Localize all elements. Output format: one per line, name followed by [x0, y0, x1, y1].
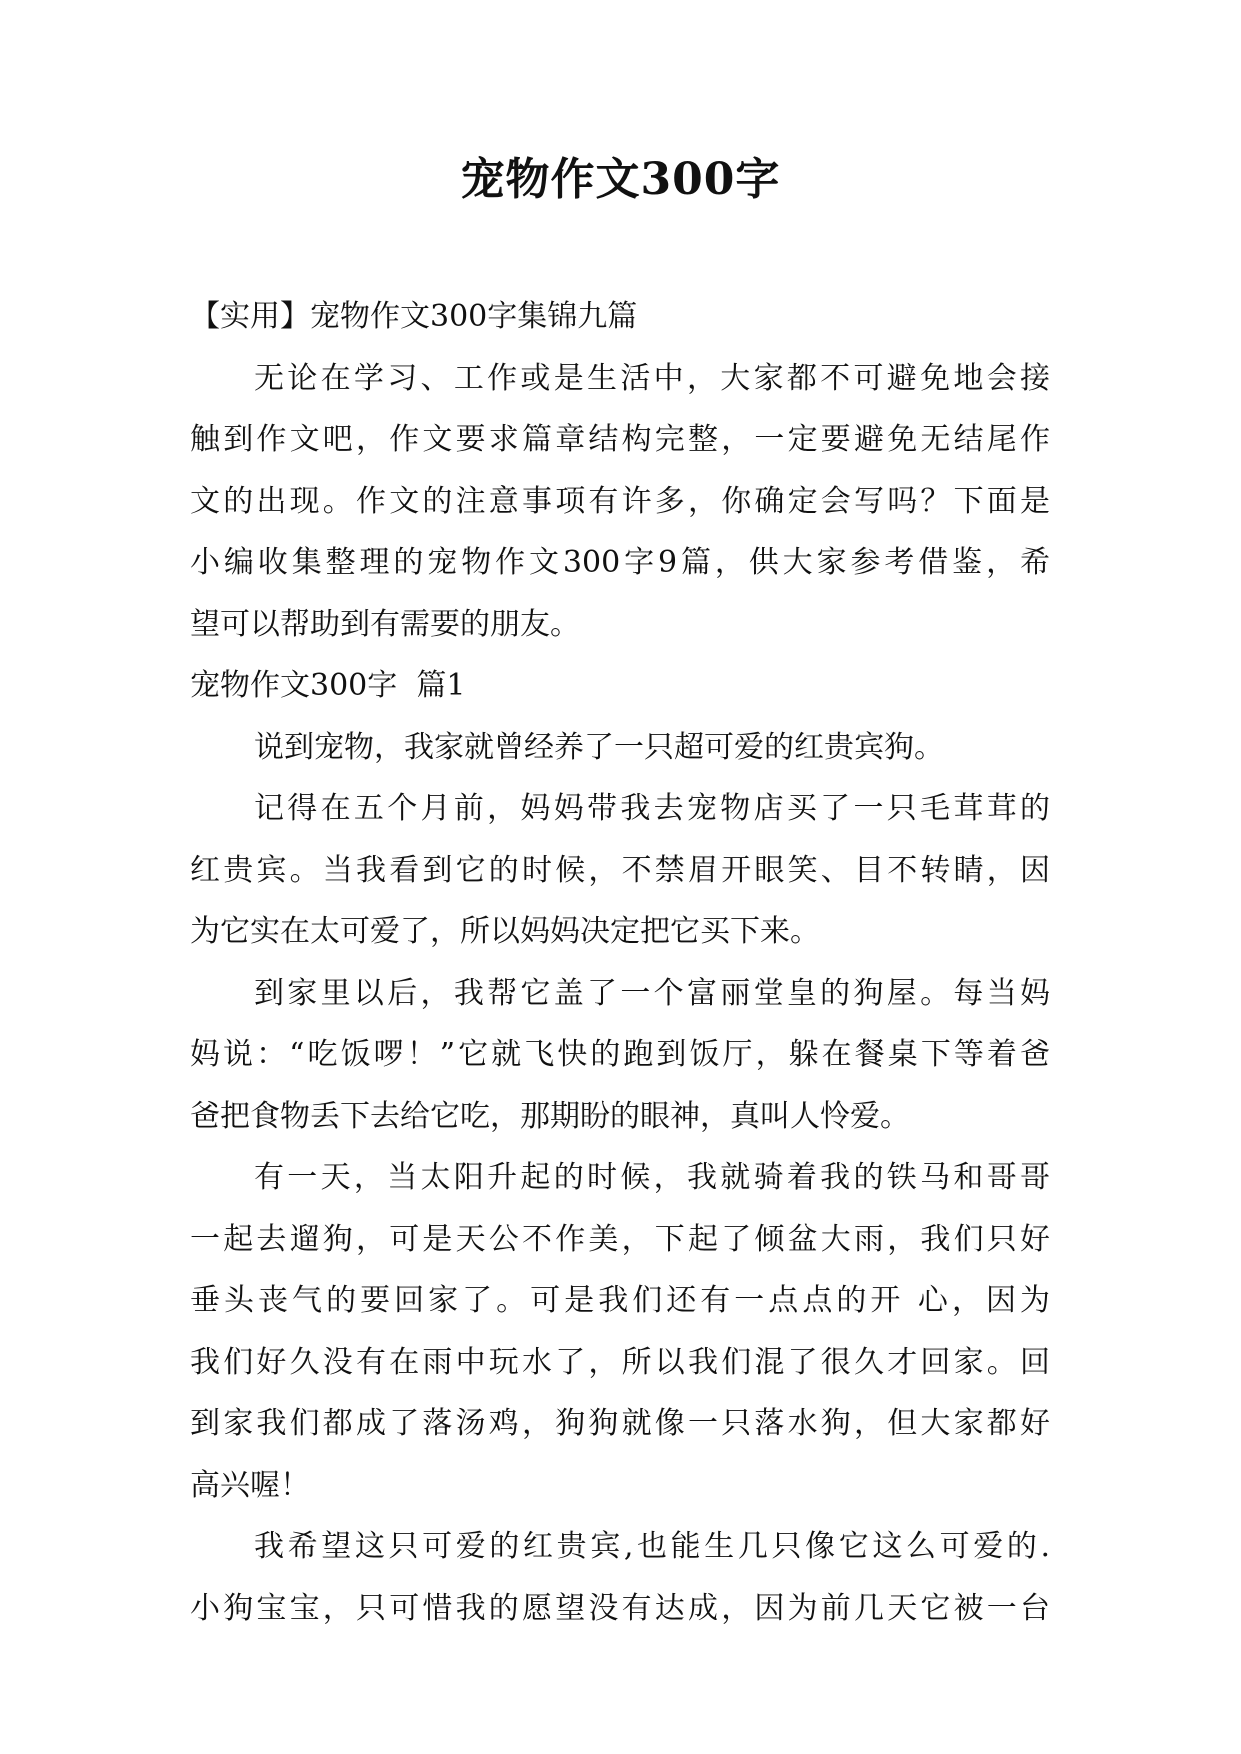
paragraph-line: 我希望这只可爱的红贵宾,也能生几只像它这么可爱的. — [254, 1529, 1050, 1564]
intro-line: 触到作文吧，作文要求篇章结构完整，一定要避免无结尾作 — [190, 422, 1050, 457]
document-subtitle: 【实用】宠物作文300字集锦九篇 — [190, 299, 638, 334]
section-heading: 宠物作文300字 篇1 — [190, 668, 466, 703]
paragraph-line: 说到宠物，我家就曾经养了一只超可爱的红贵宾狗。 — [254, 729, 944, 765]
intro-line: 小编收集整理的宠物作文300字9篇，供大家参考借鉴，希 — [190, 545, 1050, 580]
intro-line: 无论在学习、工作或是生活中，大家都不可避免地会接 — [254, 360, 1050, 396]
paragraph-line: 一起去遛狗，可是天公不作美，下起了倾盆大雨，我们只好 — [190, 1221, 1050, 1257]
document-title: 宠物作文300字 — [460, 154, 781, 205]
paragraph-line: 垂头丧气的要回家了。可是我们还有一点点的开 心，因为 — [190, 1283, 1050, 1318]
intro-line: 文的出现。作文的注意事项有许多，你确定会写吗？下面是 — [190, 483, 1050, 519]
paragraph-line: 我们好久没有在雨中玩水了，所以我们混了很久才回家。回 — [190, 1344, 1050, 1380]
paragraph-line: 红贵宾。当我看到它的时候，不禁眉开眼笑、目不转睛，因 — [190, 852, 1050, 888]
paragraph-line: 小狗宝宝，只可惜我的愿望没有达成，因为前几天它被一台 — [190, 1590, 1050, 1626]
paragraph-line: 高兴喔！ — [190, 1467, 310, 1503]
paragraph-line: 妈说：“吃饭啰！”它就飞快的跑到饭厅，躲在餐桌下等着爸 — [190, 1037, 1050, 1072]
paragraph-line: 为它实在太可爱了，所以妈妈决定把它买下来。 — [190, 914, 820, 949]
intro-line: 望可以帮助到有需要的朋友。 — [190, 606, 580, 642]
paragraph-line: 到家我们都成了落汤鸡，狗狗就像一只落水狗，但大家都好 — [190, 1406, 1050, 1441]
paragraph-line: 到家里以后，我帮它盖了一个富丽堂皇的狗屋。每当妈 — [254, 975, 1050, 1011]
paragraph-line: 有一天，当太阳升起的时候，我就骑着我的铁马和哥哥 — [254, 1160, 1050, 1195]
document-body — [190, 286, 1050, 1639]
paragraph-line: 记得在五个月前，妈妈带我去宠物店买了一只毛茸茸的 — [254, 791, 1050, 826]
paragraph-line: 爸把食物丢下去给它吃，那期盼的眼神，真叫人怜爱。 — [190, 1098, 910, 1134]
